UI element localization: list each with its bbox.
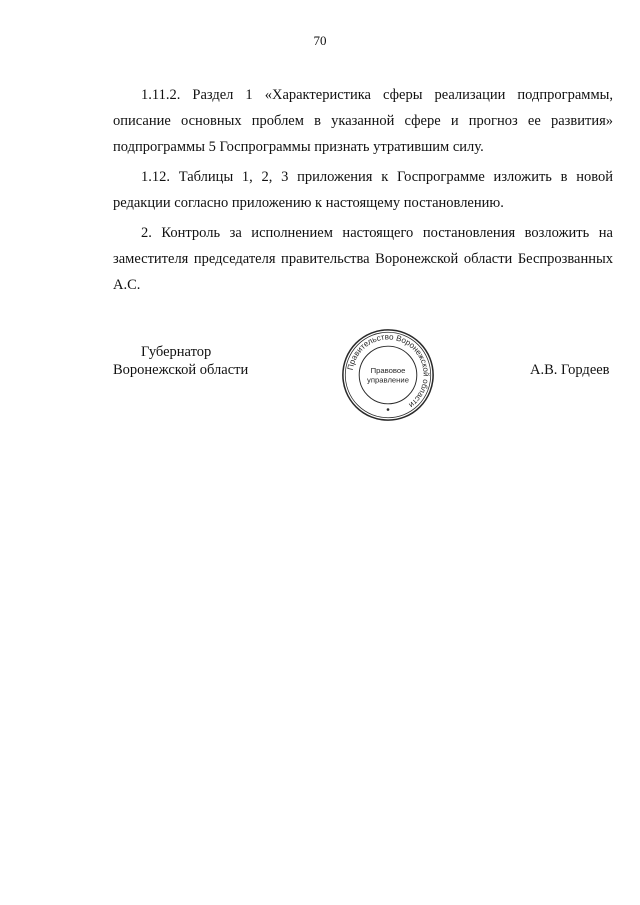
governor-title bbox=[113, 343, 248, 379]
page-number: 70 bbox=[313, 33, 327, 48]
governor-title-line1: Губернатор bbox=[141, 344, 212, 360]
paragraph-2-control: 2. Контроль за исполнением настоящего постановления возложить на заместителя председателя правительства Воронежской области Беспрозванных А.С. bbox=[113, 225, 613, 293]
seal-center-line1: Правовое bbox=[370, 366, 406, 376]
seal-ring-text: Правительство Воронежской области bbox=[345, 332, 431, 410]
paragraph-1-11-2: 1.11.2. Раздел 1 «Характеристика сферы реализации подпрограммы, описание основных проблем в указанной сфере и прогноз ее развития» подпрограммы 5 Госпрограммы признать утратившим силу. bbox=[113, 87, 613, 155]
document-body bbox=[113, 82, 613, 302]
governor-title-line2: Воронежской области bbox=[113, 362, 249, 378]
seal-bottom-dot bbox=[387, 408, 390, 411]
seal-center-line2: управление bbox=[367, 375, 409, 385]
official-seal-icon bbox=[340, 327, 436, 423]
governor-name: А.В. Гордеев bbox=[530, 362, 610, 378]
paragraph-1-12: 1.12. Таблицы 1, 2, 3 приложения к Госпрограмме изложить в новой редакции согласно приложению к настоящему постановлению. bbox=[113, 169, 613, 211]
signature-block bbox=[0, 332, 640, 433]
